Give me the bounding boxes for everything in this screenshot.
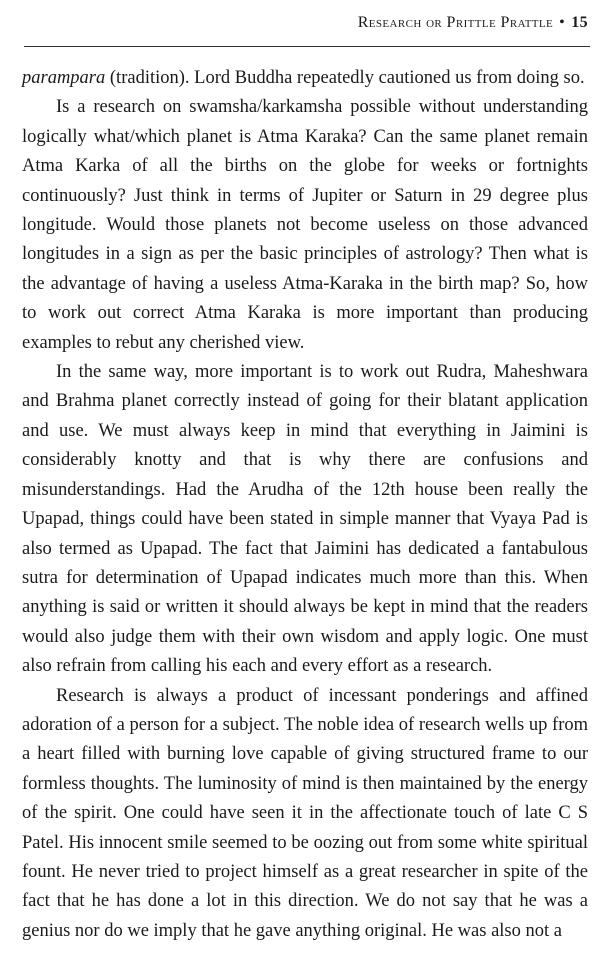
paragraph-1: [22, 64, 588, 93]
header-rule: [24, 46, 590, 47]
italic-term: paramparа: [22, 68, 106, 88]
running-header: [358, 14, 588, 32]
page-number: 15: [571, 14, 588, 31]
paragraph-3: In the same way, more important is to work out Rudra, Maheshwara and Brahma planet correctly instead of going for their blatant application and use. We must always keep in mind that everything in Jaimini is considerably knotty and that is why there are confusions and misunderstandings. Had the Arudha of the 12th house been really the Upapad, things could have been stated in simple manner that Vyaya Pad is also termed as Upapad. The fact that Jaimini has dedicated a fantabulous sutra for determination of Upapad indicates much more than this. When anything is said or written it should always be kept in mind that the readers would also judge them with their own wisdom and apply logic. One must also refrain from calling his each and every effort as a research.: [22, 362, 588, 677]
body-text: [22, 64, 588, 946]
paragraph-2: Is a research on swamsha/karkamsha possible without understanding logically what/which planet is Atma Karaka? Can the same planet remain Atma Karka of all the births on the globe for weeks or fortnights continuously? Just think in terms of Jupiter or Saturn in 29 degree plus longitude. Would those planets not become useless on those advanced longitudes in a sign as per the basic principles of astrology? Then what is the advantage of having a useless Atma-Karaka in the birth map? So, how to work out correct Atma Karaka is more important than producing examples to rebut any cherished view.: [22, 97, 588, 353]
paragraph-4: Research is always a product of incessant ponderings and affined adoration of a person for a subject. The noble idea of research wells up from a heart filled with burning love capable of giving structured frame to our formless thoughts. The luminosity of mind is then maintained by the energy of the spirit. One could have seen it in the affectionate touch of late C S Patel. His innocent smile seemed to be oozing out from some white spiritual fount. He never tried to project himself as a great researcher in spite of the fact that he has done a lot in this direction. We do not say that he was a genius nor do we imply that he gave anything original. He was also not a: [22, 685, 588, 941]
paragraph-1-text: (tradition). Lord Buddha repeatedly cautioned us from doing so.: [105, 68, 585, 88]
running-title: Research or Prittle Prattle: [357, 14, 554, 31]
header-separator: •: [559, 14, 566, 31]
